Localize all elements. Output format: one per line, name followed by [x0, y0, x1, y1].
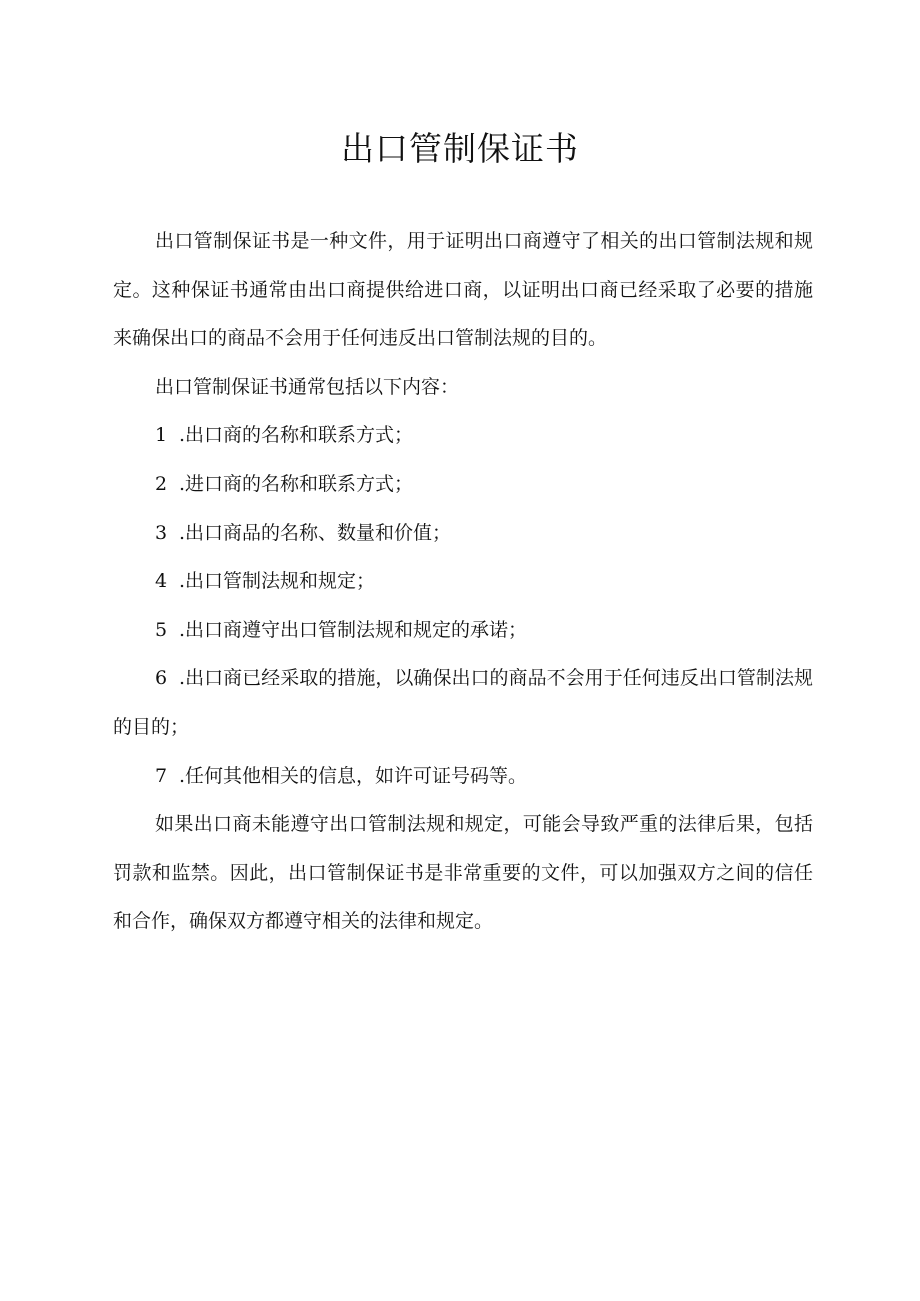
list-item	[113, 411, 813, 460]
list-item	[113, 654, 813, 751]
list-item-text: .任何其他相关的信息，如许可证号码等。	[179, 764, 528, 787]
list-item-number: 3	[155, 521, 168, 544]
document-body	[113, 217, 813, 946]
list-item-text: .出口管制法规和规定；	[179, 570, 376, 593]
list-item-text: .出口商品的名称、数量和价值；	[179, 521, 452, 544]
list-item-number: 2	[155, 472, 168, 495]
list-item-text: .进口商的名称和联系方式；	[179, 472, 414, 495]
list-item-number: 1	[155, 424, 168, 447]
list-item-text: .出口商已经采取的措施，以确保出口的商品不会用于任何违反出口管制法规的目的；	[113, 667, 813, 738]
intro-paragraph: 出口管制保证书是一种文件，用于证明出口商遵守了相关的出口管制法规和规定。这种保证书通常由出口商提供给进口商，以证明出口商已经采取了必要的措施来确保出口的商品不会用于任何违反出口管制法规的目的。	[113, 230, 813, 350]
list-item-number: 5	[155, 618, 168, 641]
list-item-number: 4	[155, 570, 168, 593]
list-item-text: .出口商的名称和联系方式；	[179, 424, 414, 447]
list-item	[113, 557, 813, 606]
conclusion-paragraph: 如果出口商未能遵守出口管制法规和规定，可能会导致严重的法律后果，包括罚款和监禁。因此，出口管制保证书是非常重要的文件，可以加强双方之间的信任和合作，确保双方都遵守相关的法律和规定。	[113, 813, 813, 933]
list-heading: 出口管制保证书通常包括以下内容：	[155, 375, 460, 398]
document-title: 出口管制保证书	[341, 129, 579, 168]
list-item	[113, 509, 813, 558]
list-item	[113, 460, 813, 509]
list-item	[113, 752, 813, 801]
list-item-text: .出口商遵守出口管制法规和规定的承诺；	[179, 618, 528, 641]
list-item-number: 7	[155, 764, 168, 787]
list-item-number: 6	[155, 667, 168, 690]
list-item	[113, 606, 813, 655]
